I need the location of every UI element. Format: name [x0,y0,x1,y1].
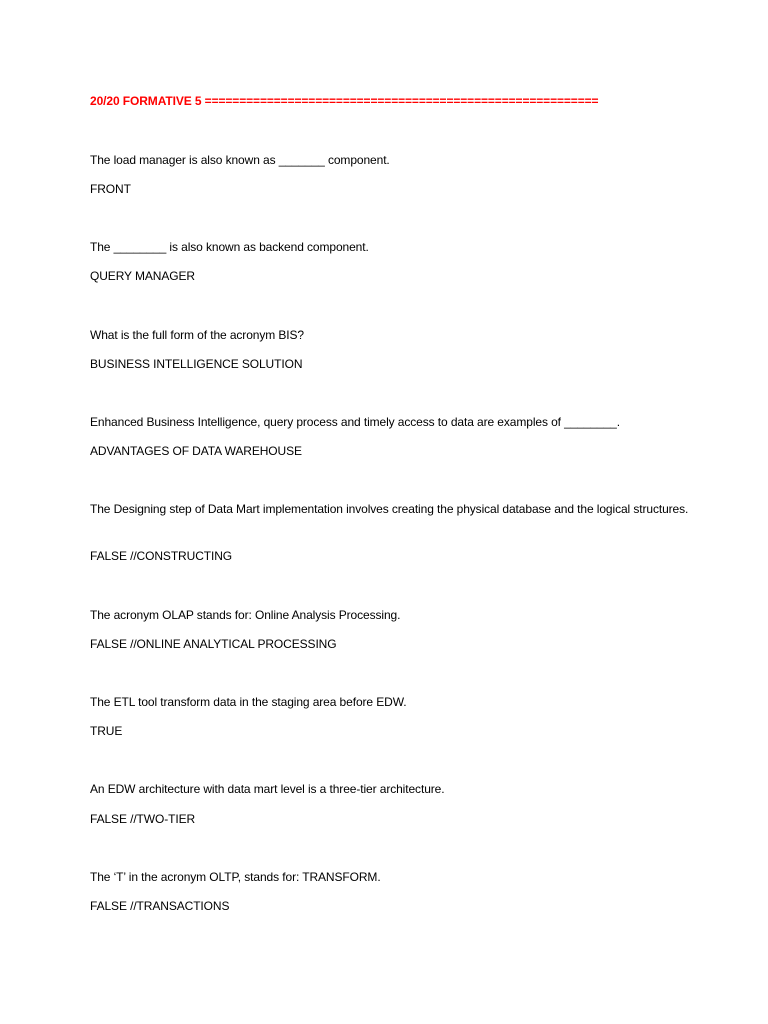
answer-3: BUSINESS INTELLIGENCE SOLUTION [90,357,303,371]
question-7: The ETL tool transform data in the staging area before EDW. [90,695,407,709]
answer-1: FRONT [90,182,131,196]
answer-7: TRUE [90,724,123,738]
answer-4: ADVANTAGES OF DATA WAREHOUSE [90,444,302,458]
answer-9: FALSE //TRANSACTIONS [90,899,230,913]
question-1: The load manager is also known as _______ component. [90,153,390,167]
question-4: Enhanced Business Intelligence, query process and timely access to data are examples of ________. [90,415,620,429]
question-5: The Designing step of Data Mart implementation involves creating the physical database and the logical structures. [90,502,689,516]
answer-8: FALSE //TWO-TIER [90,812,196,826]
question-9: The ‘T’ in the acronym OLTP, stands for: TRANSFORM. [90,870,381,884]
question-2: The ________ is also known as backend component. [90,240,369,254]
answer-2: QUERY MANAGER [90,269,195,283]
question-3: What is the full form of the acronym BIS? [90,328,304,342]
answer-6: FALSE //ONLINE ANALYTICAL PROCESSING [90,637,337,651]
question-8: An EDW architecture with data mart level is a three-tier architecture. [90,782,445,796]
question-6: The acronym OLAP stands for: Online Analysis Processing. [90,608,401,622]
answer-5: FALSE //CONSTRUCTING [90,549,233,563]
document-heading: 20/20 FORMATIVE 5 ========================================================= [90,94,599,108]
